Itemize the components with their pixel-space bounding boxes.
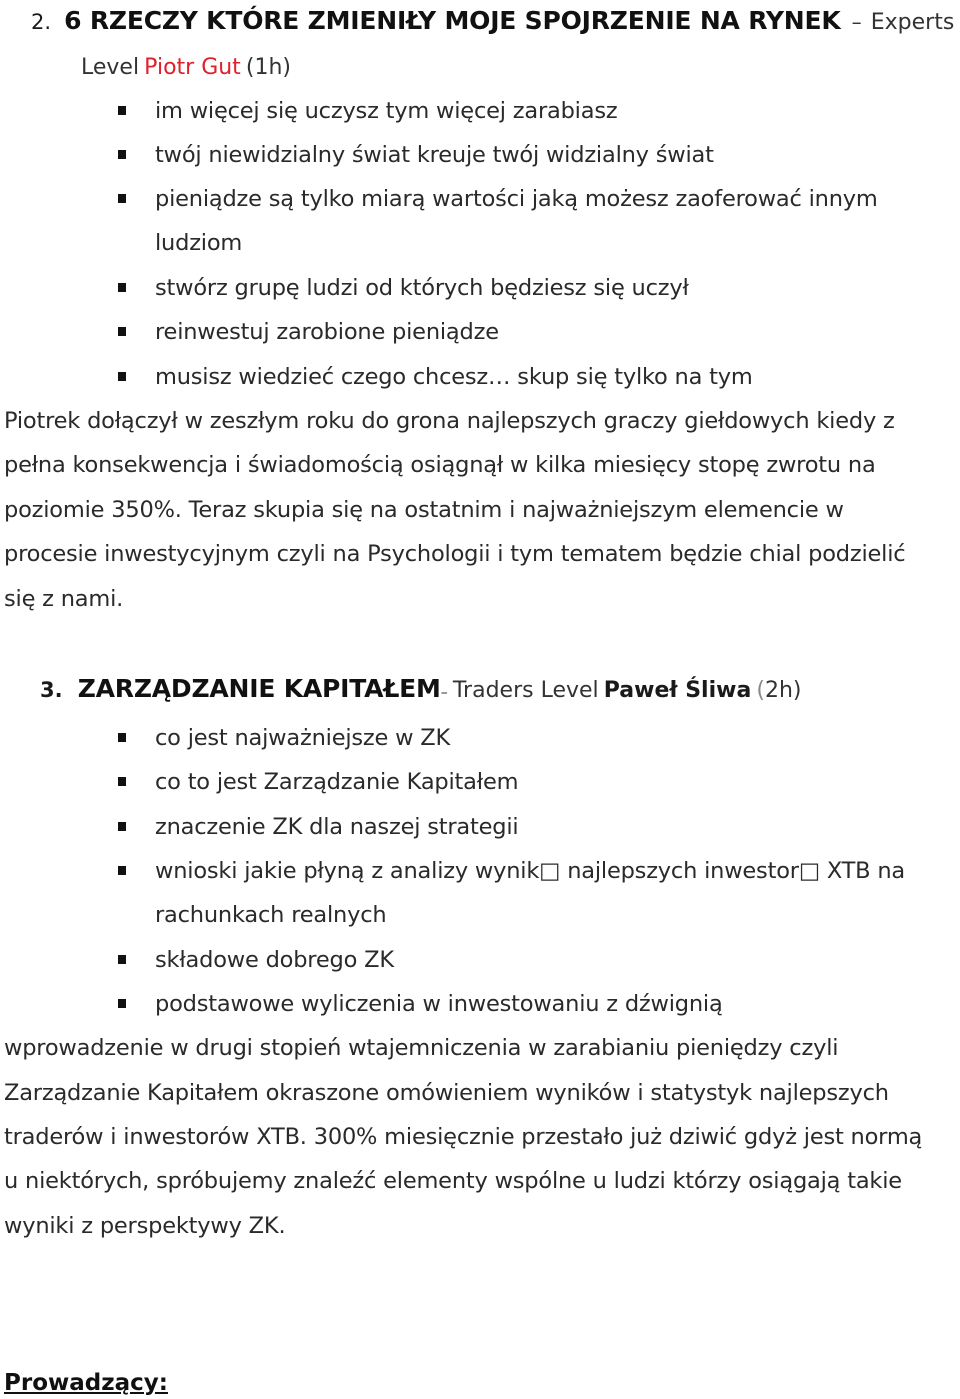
section2-duration: (1h) bbox=[245, 55, 292, 80]
list-item bbox=[0, 96, 960, 126]
section2-level-a: Experts bbox=[870, 10, 955, 35]
bullet-square-icon bbox=[118, 777, 126, 786]
bullet-square-icon bbox=[118, 194, 126, 203]
paragraph-line: poziomie 350%. Teraz skupia się na ostatnim i najważniejszym elemencie w bbox=[4, 497, 844, 523]
list-item bbox=[0, 140, 960, 170]
paragraph-line: się z nami. bbox=[4, 586, 124, 612]
list-item bbox=[0, 989, 960, 1019]
bullet-square-icon bbox=[118, 733, 126, 742]
bullet-square-icon bbox=[118, 822, 126, 831]
bullet-text: wnioski jakie płyną z analizy wynik□ najlepszych inwestor□ XTB na bbox=[155, 858, 906, 884]
section2-heading bbox=[31, 4, 954, 41]
bullet-square-icon bbox=[118, 106, 126, 115]
bullet-text: stwórz grupę ludzi od których będziesz się uczył bbox=[155, 275, 689, 301]
section2-subheading bbox=[81, 51, 291, 86]
list-item bbox=[0, 767, 960, 797]
bullet-square-icon bbox=[118, 372, 126, 381]
section3-title: ZARZĄDZANIE KAPITAŁEM bbox=[77, 674, 441, 703]
bullet-square-icon bbox=[118, 999, 126, 1008]
bullet-square-icon bbox=[118, 150, 126, 159]
section3-paren: ( bbox=[756, 678, 765, 703]
bullet-text: znaczenie ZK dla naszej strategii bbox=[155, 814, 519, 840]
section3-duration: 2h) bbox=[764, 678, 802, 703]
paragraph-line: traderów i inwestorów XTB. 300% miesięcznie przestało już dziwić gdyż jest normą bbox=[4, 1124, 923, 1150]
paragraph-line: pełna konsekwencja i świadomością osiągnął w kilka miesięcy stopę zwrotu na bbox=[4, 452, 876, 478]
bullet-square-icon bbox=[118, 283, 126, 292]
bullet-text: co to jest Zarządzanie Kapitałem bbox=[155, 769, 519, 795]
bullet-square-icon bbox=[118, 327, 126, 336]
section2-speaker: Piotr Gut bbox=[144, 55, 241, 80]
paragraph-line: procesie inwestycyjnym czyli na Psychologii i tym tematem będzie chial podzielić bbox=[4, 541, 906, 567]
bullet-text: reinwestuj zarobione pieniądze bbox=[155, 319, 499, 345]
list-item bbox=[0, 723, 960, 753]
list-item bbox=[0, 362, 960, 392]
bullet-square-icon bbox=[118, 955, 126, 964]
bullet-text: pieniądze są tylko miarą wartości jaką możesz zaoferować innym bbox=[155, 186, 878, 212]
paragraph-line: u niektórych, spróbujemy znaleźć elementy wspólne u ludzi którzy osiągają takie bbox=[4, 1168, 902, 1194]
bullet-text: co jest najważniejsze w ZK bbox=[155, 725, 451, 751]
list-item bbox=[0, 812, 960, 842]
bullet-text: podstawowe wyliczenia w inwestowaniu z dźwignią bbox=[155, 991, 723, 1017]
presenters-label: Prowadzący: bbox=[4, 1370, 168, 1396]
bullet-text: musisz wiedzieć czego chcesz… skup się tylko na tym bbox=[155, 364, 753, 390]
section3-dash: – bbox=[440, 685, 448, 701]
list-item bbox=[0, 273, 960, 303]
list-item bbox=[0, 856, 960, 886]
section3-level: Traders Level bbox=[452, 678, 599, 703]
paragraph-line: Piotrek dołączył w zeszłym roku do grona najlepszych graczy giełdowych kiedy z bbox=[4, 408, 895, 434]
list-item bbox=[0, 317, 960, 347]
list-item bbox=[0, 184, 960, 214]
section3-number: 3. bbox=[40, 678, 63, 702]
bullet-text: im więcej się uczysz tym więcej zarabiasz bbox=[155, 98, 618, 124]
section2-dash: – bbox=[851, 10, 862, 34]
section3-speaker: Paweł Śliwa bbox=[603, 678, 752, 703]
bullet-text: twój niewidzialny świat kreuje twój widzialny świat bbox=[155, 142, 714, 168]
section2-number: 2. bbox=[31, 10, 52, 34]
paragraph-line: Zarządzanie Kapitałem okraszone omówieniem wyników i statystyk najlepszych bbox=[4, 1080, 889, 1106]
section3-heading bbox=[40, 672, 802, 710]
bullet-square-icon bbox=[118, 866, 126, 875]
paragraph-line: wyniki z perspektywy ZK. bbox=[4, 1213, 286, 1239]
section2-title: 6 RZECZY KTÓRE ZMIENIŁY MOJE SPOJRZENIE NA RYNEK bbox=[64, 6, 841, 35]
list-item bbox=[0, 945, 960, 975]
bullet-continuation: rachunkach realnych bbox=[155, 902, 387, 928]
bullet-text: składowe dobrego ZK bbox=[155, 947, 394, 973]
paragraph-line: wprowadzenie w drugi stopień wtajemniczenia w zarabianiu pieniędzy czyli bbox=[4, 1035, 839, 1061]
section2-level-b: Level bbox=[81, 55, 140, 80]
bullet-continuation: ludziom bbox=[155, 230, 243, 256]
